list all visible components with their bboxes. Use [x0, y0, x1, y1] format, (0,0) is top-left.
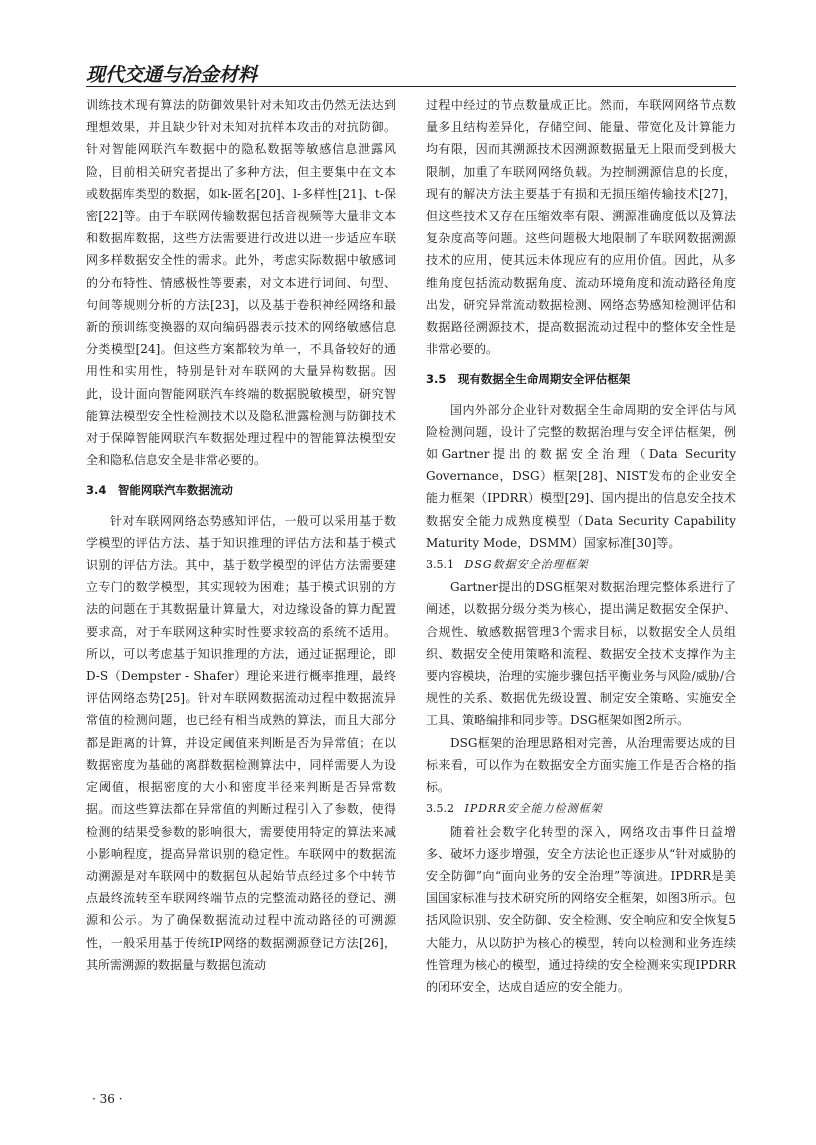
paragraph: 随着社会数字化转型的深入，网络攻击事件日益增多、破坏力逐步增强，安全方法论也正逐步从“针对威胁的安全防御”向“面向业务的安全治理”等演进。IPDRR是美国国家标准与技术研究所的网络安全框架，如图3所示。包括风险识别、安全防御、安全检测、安全响应和安全恢复5大能力，从以防护为核心的模型，转向以检测和业务连续性管理为核心的模型，通过持续的安全检测来实现IPDRR的闭环安全，达成自适应的安全能力。: [426, 824, 736, 994]
section-heading-3-5: 3.5 现有数据全生命周期安全评估框架: [426, 372, 631, 387]
paragraph: 训练技术现有算法的防御效果针对未知攻击仍然无法达到理想效果，并且缺少针对未知对抗样本攻击的对抗防御。针对智能网联汽车数据中的隐私数据等敏感信息泄露风险，目前相关研究者提出了多种方法，但主要集中在文本或数据库类型的数据，如k-匿名[20]、l-多样性[21]、t-保密[22]等。由于车联网传输数据包括音视频等大量非文本和数据库数据，这些方法需要进行改进以进一步适应车联网多样数据安全性的需求。此外，考虑实际数据中敏感词的分布特性、情感极性等要素，对文本进行词间、句型、句间等规则分析的方法[23]，以及基于卷积神经网络和最新的预训练变換器的双向编码器表示技术的网络敏感信息分类模型[24]。但这些方案都较为单一，不具备较好的通用性和实用性，特别是针对车联网的大量异构数据。因此，设计面向智能网联汽车终端的数据脱敏模型，研究智能算法模型安全性检测技术以及隐私泄露检测与防御技术对于保障智能网联汽车数据处理过程中的智能算法模型安全和隐私信息安全是非常必要的。: [86, 98, 396, 468]
paragraph: Gartner提出的DSG框架对数据治理完整体系进行了阐述，以数据分级分类为核心，提出满足数据安全保护、合规性、敏感数据管理3个需求目标，以数据安全人员组织、数据安全使用策略和流程、数据安全技术支撑作为主要内容模块，治理的实施步骤包括平衡业务与风险/威胁/合规性的关系、数据优先级设置、制定安全策略、实施安全工具、策略编排和同步等。DSG框架如图2所示。: [426, 580, 736, 728]
left-column: [86, 94, 396, 976]
paragraph: 针对车联网网络态势感知评估，一般可以采用基于数学模型的评估方法、基于知识推理的评估方法和基于模式识别的评估方法。其中，基于数学模型的评估方法需要建立专门的数学模型，其实现较为困难；基于模式识别的方法的问题在于其数据量计算量大，对边缘设备的算力配置要求高，对于车联网这种实时性要求较高的系统不适用。所以，可以考虑基于知识推理的方法，通过证据理论，即D-S（Dempster - Shafer）理论来进行概率推理，最终评估网络态势[25]。针对车联网数据流动过程中数据流异常值的检测问题，也已经有相当成熟的算法，而且大部分都是距离的计算，并设定阈值来判断是否为异常值；在以数据密度为基础的离群数据检测算法中，同样需要人为设定阈值，根据密度的大小和密度半径来判断是否异常数据。而这些算法都在异常值的判断过程引入了参数，使得检测的结果受参数的影响很大，需要使用特定的算法来减小影响程度，提高异常识别的稳定性。车联网中的数据流动溯源是对车联网中的数据包从起始节点经过多个中转节点最终流转至车联网终端节点的完整流动路径的登记、溯源和公示。为了确保数据流动过程中流动路径的可溯源性，一般采用基于传统IP网络的数据溯源登记方法[26]，其所需溯源的数据量与数据包流动: [86, 513, 396, 972]
right-column: [426, 94, 736, 998]
subsection-heading-3-5-1: [426, 554, 736, 576]
paragraph: DSG框架的治理思路相对完善，从治理需要达成的目标来看，可以作为在数据安全方面实施工作是否合格的指标。: [426, 735, 736, 795]
page-number: · 36 ·: [92, 1092, 123, 1106]
subsection-number: 3.5.1: [426, 558, 454, 572]
section-heading-3-4: 3.4 智能网联汽车数据流动: [86, 483, 233, 498]
header-rule: [86, 86, 736, 87]
subsection-title: DSG数据安全治理框架: [464, 558, 589, 572]
subsection-title: IPDRR安全能力检测框架: [464, 802, 603, 816]
journal-title: 现代交通与冶金材料: [86, 64, 258, 86]
subsection-heading-3-5-2: [426, 798, 736, 820]
paragraph: 国内外部分企业针对数据全生命周期的安全评估与风险检测问题，设计了完整的数据治理与安全评估框架，例如Gartner提出的数据安全治理（Data Security Governance，DSG）框架[28]、NIST发布的企业安全能力框架（IPDRR）模型[29]、国内提出的信息安全技术数据安全能力成熟度模型（Data Security Capability Maturity Mode，DSMM）国家标准[30]等。: [426, 402, 736, 550]
paragraph: 过程中经过的节点数量成正比。然而，车联网网络节点数量多且结构差异化，存储空间、能量、带宽化及计算能力均有限，因而其溯源技术因溯源数据量无上限而受到极大限制，加重了车联网网络负载。为控制溯源信息的长度，现有的解决方法主要基于有损和无损压缩传输技术[27]，但这些技术又存在压缩效率有限、溯源准确度低以及算法复杂度高等问题。这些问题极大地限制了车联网数据溯源技术的应用，使其远未体现应有的应用价值。因此，从多维角度包括流动数据角度、流动环境角度和流动路径角度出发，研究异常流动数据检测、网络态势感知检测评估和数据路径溯源技术，提高数据流动过程中的整体安全性是非常必要的。: [426, 98, 736, 357]
subsection-number: 3.5.2: [426, 802, 454, 816]
